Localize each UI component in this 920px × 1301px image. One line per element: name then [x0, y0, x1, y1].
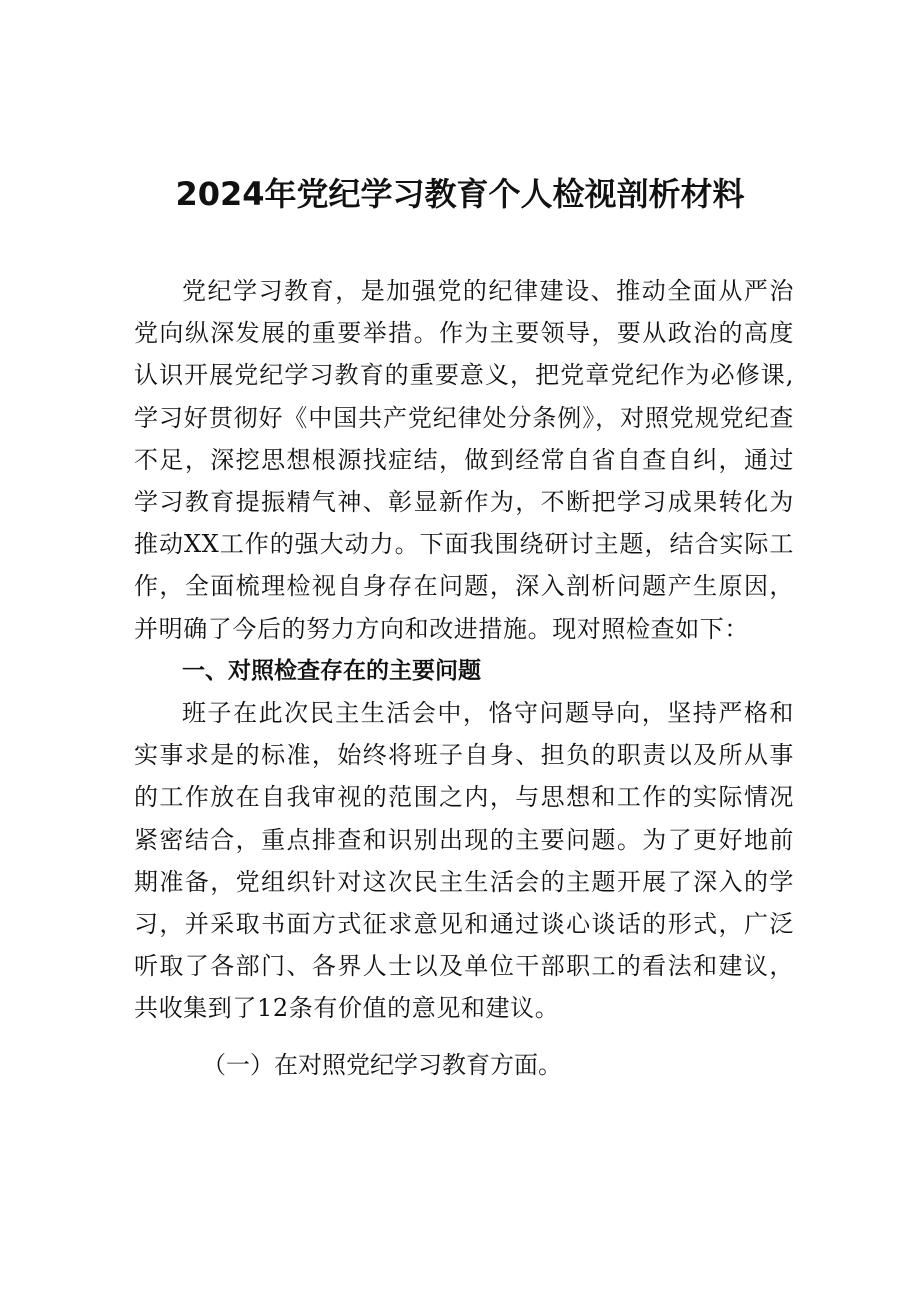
document-title: 2024年党纪学习教育个人检视剖析材料: [175, 175, 745, 213]
section-heading-main-problems: 一、对照检查存在的主要问题: [182, 657, 481, 684]
intro-paragraph: 党纪学习教育，是加强党的纪律建设、推动全面从严治党向纵深发展的重要举措。作为主要领导，要从政治的高度认识开展党纪学习教育的重要意义，把党章党纪作为必修课,学习好贯彻好《中国共产党纪律处分条例》，对照党规党纪查不足，深挖思想根源找症结，做到经常自省自查自纠，通过学习教育提振精气神、彰显新作为，不断把学习成果转化为推动XX工作的强大动力。下面我围绕研讨主题，结合实际工作，全面梳理检视自身存在问题，深入剖析问题产生原因，并明确了今后的努力方向和改进措施。现对照检查如下：: [134, 277, 794, 643]
document-body: [134, 270, 794, 1088]
subsection-heading-party-discipline: （一）在对照党纪学习教育方面。: [202, 1050, 562, 1079]
section-paragraph-main-problems: 班子在此次民主生活会中，恪守问题导向，坚持严格和实事求是的标准，始终将班子自身、担负的职责以及所从事的工作放在自我审视的范围之内，与思想和工作的实际情况紧密结合，重点排查和识别出现的主要问题。为了更好地前期准备，党组织针对这次民主生活会的主题开展了深入的学习，并采取书面方式征求意见和通过谈心谈话的形式，广泛听取了各部门、各界人士以及单位干部职工的看法和建议，共收集到了12条有价值的意见和建议。: [134, 699, 794, 1023]
